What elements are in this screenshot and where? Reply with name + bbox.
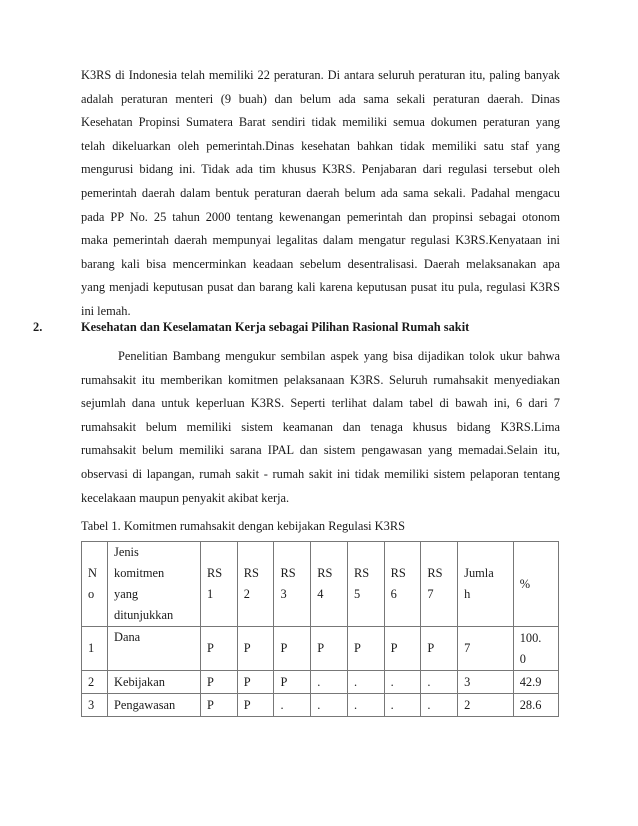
section-number: 2. (33, 320, 43, 334)
cell-rs1: P (201, 694, 238, 717)
cell-percent: 42.9 (513, 671, 558, 694)
paragraph-1 (81, 64, 560, 324)
cell-rs5: . (347, 694, 384, 717)
cell-rs3: P (274, 627, 311, 671)
text-line: pada PP No. 25 tahun 2000 tentang kewenangan pemerintah dan propinsi sebagai otonom (81, 209, 560, 224)
cell-jumlah: 7 (458, 627, 514, 671)
text-line: K3RS di Indonesia telah memiliki 22 peraturan. Di antara seluruh peraturan itu, paling banyak (81, 68, 560, 82)
cell-jumlah: 2 (458, 694, 514, 717)
text-line: kecelakaan maupun penyakit akibat kerja. (81, 490, 290, 505)
cell-rs1: P (201, 627, 238, 671)
header-percent: % (513, 542, 558, 627)
header-rs3: RS 3 (274, 542, 311, 627)
cell-jenis: Dana (108, 627, 201, 671)
text-line: Kesehatan Propinsi Sumatera Barat sendiri tidak memiliki semua dokumen peraturan yang (81, 115, 560, 130)
cell-rs6: . (384, 694, 421, 717)
text-line: pemerintah daerah dalam bentuk peraturan daerah belum ada sama sekali. Padahal mengacu (81, 185, 560, 200)
cell-rs3: P (274, 671, 311, 694)
header-rs4: RS 4 (311, 542, 348, 627)
cell-rs7: . (421, 671, 458, 694)
cell-rs4: P (311, 627, 348, 671)
cell-rs6: . (384, 671, 421, 694)
text-line: mengurusi bidang ini. Tidak ada tim khusus K3RS. Penjabaran dari regulasi tersebut oleh (81, 162, 560, 177)
cell-rs3: . (274, 694, 311, 717)
cell-percent: 28.6 (513, 694, 558, 717)
cell-rs7: P (421, 627, 458, 671)
cell-no: 1 (82, 627, 108, 671)
table-row (82, 627, 559, 671)
text-line: rumahsakit belum memiliki sarana IPAL dan sistem pengawasan yang memadai.Selain itu, (81, 443, 560, 458)
header-rs5: RS 5 (347, 542, 384, 627)
text-line: maka pemerintah daerah mempunyai legalitas dalam mengatur regulasi K3RS.Kenyataan ini (81, 233, 560, 248)
cell-jenis: Kebijakan (108, 671, 201, 694)
table-caption: Tabel 1. Komitmen rumahsakit dengan kebijakan Regulasi K3RS (81, 519, 405, 533)
text-line: Penelitian Bambang mengukur sembilan aspek yang bisa dijadikan tolok ukur bahwa (118, 349, 560, 363)
cell-no: 2 (82, 671, 108, 694)
text-line: adalah peraturan menteri (9 buah) dan belum ada sama sekali peraturan daerah. Dinas (81, 91, 560, 106)
text-line: yang menjadi keputusan pusat dan barang kali karena keputusan pusat itu pula, regulasi K3RS (81, 280, 560, 295)
cell-jumlah: 3 (458, 671, 514, 694)
text-line: sejumlah dana untuk keperluan K3RS. Seperti terlihat dalam tabel di bawah ini, 6 dari 7 (81, 396, 560, 411)
cell-rs4: . (311, 671, 348, 694)
cell-rs7: . (421, 694, 458, 717)
cell-no: 3 (82, 694, 108, 717)
cell-rs5: P (347, 627, 384, 671)
cell-rs6: P (384, 627, 421, 671)
header-rs6: RS 6 (384, 542, 421, 627)
table-row (82, 694, 559, 717)
header-rs1: RS 1 (201, 542, 238, 627)
text-line: rumahsakit itu memberikan komitmen pelaksanaan K3RS. Seluruh rumahsakit menyediakan (81, 372, 560, 387)
header-rs2: RS 2 (237, 542, 274, 627)
cell-percent: 100. 0 (513, 627, 558, 671)
paragraph-2 (81, 345, 560, 510)
cell-jenis: Pengawasan (108, 694, 201, 717)
cell-rs4: . (311, 694, 348, 717)
cell-rs2: P (237, 627, 274, 671)
table-header-row (82, 542, 559, 627)
text-line: barang kali bisa mencerminkan keadaan sebelum desentralisasi. Daerah melaksanakan apa (81, 256, 560, 271)
header-no: N o (82, 542, 108, 627)
cell-rs1: P (201, 671, 238, 694)
header-jenis: Jenis komitmen yang ditunjukkan (108, 542, 201, 627)
commitment-table (81, 541, 559, 717)
section-title: Kesehatan dan Keselamatan Kerja sebagai Pilihan Rasional Rumah sakit (81, 320, 470, 334)
text-line: observasi di lapangan, rumah sakit - rumah sakit ini tidak memiliki sistem pelaporan tentang (81, 466, 560, 481)
section-heading (33, 320, 469, 335)
cell-rs5: . (347, 671, 384, 694)
table-row (82, 671, 559, 694)
text-line: telah dikeluarkan oleh pemerintah.Dinas kesehatan bahkan tidak memiliki satu staf yang (81, 138, 560, 153)
text-line: ini lemah. (81, 303, 131, 318)
cell-rs2: P (237, 694, 274, 717)
header-rs7: RS 7 (421, 542, 458, 627)
text-line: rumahsakit belum memiliki sistem keamanan dan tenaga khusus bidang K3RS.Lima (81, 419, 560, 434)
header-jumlah: Jumla h (458, 542, 514, 627)
cell-rs2: P (237, 671, 274, 694)
